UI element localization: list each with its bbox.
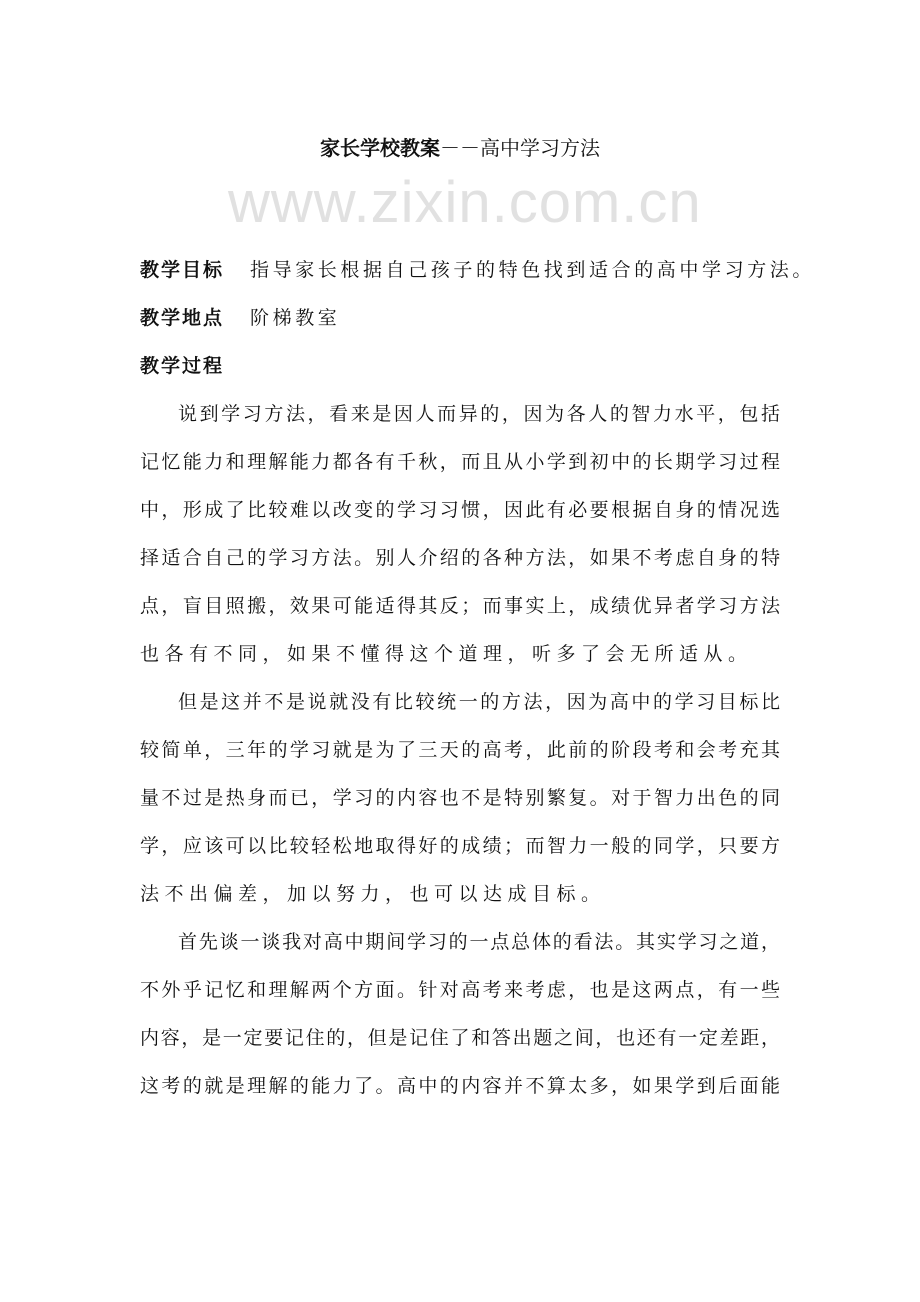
paragraph-line: 量不过是热身而已，学习的内容也不是特别繁复。对于智力出色的同	[140, 787, 780, 809]
paragraph-line: 学，应该可以比较轻松地取得好的成绩；而智力一般的同学，只要方	[140, 835, 780, 857]
field-teaching-location	[140, 294, 780, 342]
paragraph-line: 点，盲目照搬，效果可能适得其反；而事实上，成绩优异者学习方法	[140, 595, 780, 617]
paragraph-line: 首先谈一谈我对高中期间学习的一点总体的看法。其实学习之道，	[178, 931, 780, 953]
title-dash: －－	[440, 136, 480, 160]
paragraph-line: 但是这并不是说就没有比较统一的方法，因为高中的学习目标比	[178, 691, 780, 713]
field-label: 教学过程	[140, 355, 225, 377]
watermark: www.zixin.com.cn	[228, 170, 702, 235]
field-label: 教学地点	[140, 307, 225, 329]
paragraph-line: 记忆能力和理解能力都各有千秋，而且从小学到初中的长期学习过程	[140, 451, 780, 473]
field-teaching-goal	[140, 246, 816, 294]
paragraph-line: 不外乎记忆和理解两个方面。针对高考来考虑，也是这两点，有一些	[140, 979, 780, 1001]
paragraph-line: 较简单，三年的学习就是为了三天的高考，此前的阶段考和会考充其	[140, 739, 780, 761]
paragraph	[140, 918, 780, 1110]
title-bold-part: 家长学校教案	[320, 136, 440, 160]
paragraph-line: 中，形成了比较难以改变的学习习惯，因此有必要根据自身的情况选	[140, 499, 780, 521]
paragraph-line: 内容，是一定要记住的，但是记住了和答出题之间，也还有一定差距，	[140, 1027, 780, 1049]
paragraph-line: 这考的就是理解的能力了。高中的内容并不算太多，如果学到后面能	[140, 1075, 780, 1097]
paragraph-line: 法不出偏差，加以努力，也可以达成目标。	[140, 883, 606, 905]
field-value: 指导家长根据自己孩子的特色找到适合的高中学习方法。	[250, 259, 816, 281]
field-label: 教学目标	[140, 259, 225, 281]
paragraph-line: 说到学习方法，看来是因人而异的，因为各人的智力水平，包括	[178, 403, 780, 425]
paragraph	[140, 390, 780, 678]
document-title	[0, 134, 920, 162]
title-rest: 高中学习方法	[480, 136, 600, 160]
paragraphs	[140, 390, 780, 1110]
field-value: 阶梯教室	[250, 307, 341, 329]
paragraph-line: 择适合自己的学习方法。别人介绍的各种方法，如果不考虑自身的特	[140, 547, 780, 569]
document-body	[140, 246, 816, 1110]
paragraph	[140, 678, 780, 918]
paragraph-line: 也各有不同，如果不懂得这个道理，听多了会无所适从。	[140, 643, 753, 665]
field-teaching-process	[140, 342, 780, 390]
